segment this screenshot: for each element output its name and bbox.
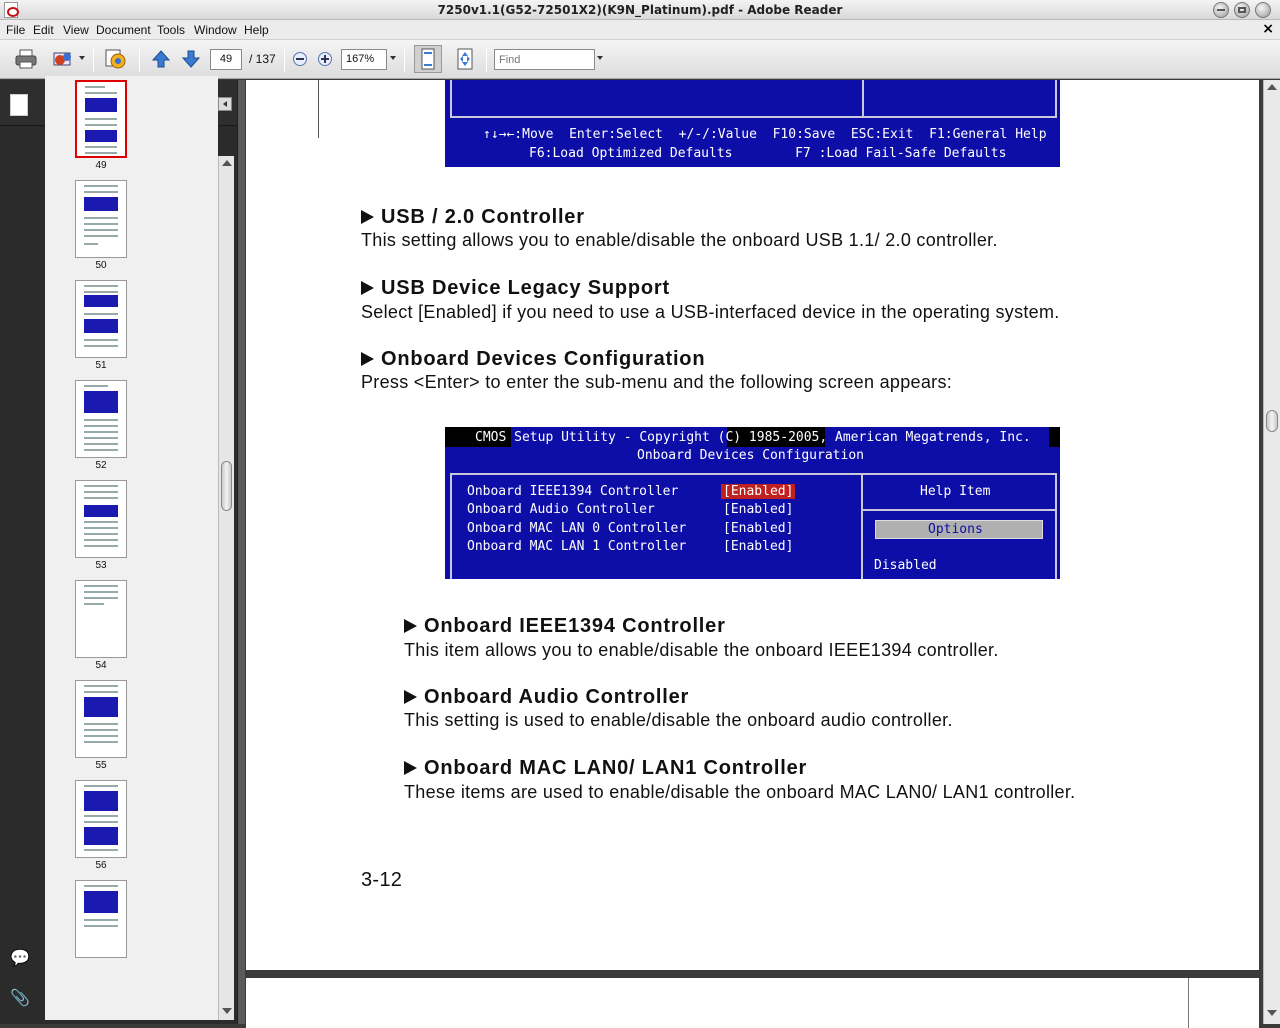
thumbnail-label: 52 <box>95 460 107 471</box>
scroll-down-arrow[interactable] <box>1267 1010 1277 1016</box>
bios-screenshot-onboard-devices <box>445 427 1060 579</box>
fit-width-button[interactable] <box>452 48 478 70</box>
thumbnail-label: 55 <box>95 760 107 771</box>
bios-item-label: Onboard Audio Controller <box>467 502 655 517</box>
bios-item-value: [Enabled] <box>723 539 794 554</box>
thumbnail-page-52[interactable] <box>75 380 127 458</box>
menu-tools[interactable]: Tools <box>157 23 186 37</box>
title-bar <box>0 0 1280 20</box>
collapse-panel-button[interactable] <box>218 97 232 111</box>
bios-item-label: Onboard IEEE1394 Controller <box>467 484 679 499</box>
toolbar-separator <box>139 48 140 72</box>
maximize-button[interactable] <box>1234 2 1250 18</box>
attachment-icon[interactable]: 📎 <box>10 988 30 1007</box>
thumbnail-label: 56 <box>95 860 107 871</box>
page-thumbnails-list <box>45 76 218 1020</box>
bios-option-value: Disabled <box>874 558 937 573</box>
bios-hotkey-line-2: F6:Load Optimized Defaults F7 :Load Fail-Safe Defaults <box>529 146 1007 161</box>
find-dropdown-arrow[interactable] <box>597 56 603 60</box>
arrow-down-icon <box>181 49 201 69</box>
thumbnails-scroll-thumb[interactable] <box>221 461 232 511</box>
thumbnail-label: 50 <box>95 260 107 271</box>
document-scrollbar[interactable] <box>1263 80 1280 1024</box>
minimize-button[interactable] <box>1213 2 1229 18</box>
menu-edit[interactable]: Edit <box>33 23 54 37</box>
triangle-bullet-icon <box>404 761 417 775</box>
page-number-footer: 3-12 <box>361 869 403 891</box>
zoom-in-icon <box>317 51 333 67</box>
globe-review-icon <box>104 48 128 70</box>
thumbnail-label: 54 <box>95 660 107 671</box>
scroll-mode-button[interactable] <box>414 45 442 73</box>
bios-title-line: CMOS Setup Utility - Copyright (C) 1985-2005, American Megatrends, Inc. <box>475 430 1031 445</box>
subsection-text: This item allows you to enable/disable the onboard IEEE1394 controller. <box>404 640 999 660</box>
triangle-bullet-icon <box>404 619 417 633</box>
arrow-up-icon <box>151 49 171 69</box>
thumbnail-page-53[interactable] <box>75 480 127 558</box>
close-document-icon[interactable]: × <box>1262 21 1274 37</box>
bios-help-title: Help Item <box>920 484 991 499</box>
menu-view[interactable]: View <box>63 23 89 37</box>
share-button[interactable] <box>50 48 76 70</box>
zoom-dropdown-arrow[interactable] <box>390 56 396 60</box>
page-margin-line <box>318 80 319 138</box>
previous-page-button[interactable] <box>150 48 172 70</box>
panel-splitter[interactable] <box>237 80 245 1024</box>
subsection-heading: Onboard MAC LAN0/ LAN1 Controller <box>404 757 807 780</box>
bios-options-label: Options <box>928 522 983 537</box>
section-heading: USB Device Legacy Support <box>361 277 670 300</box>
pdf-page <box>246 80 1259 970</box>
envelope-share-icon <box>51 49 75 69</box>
comments-icon[interactable]: 💬 <box>10 948 30 967</box>
document-view <box>245 80 1280 1024</box>
thumbnail-page-50[interactable] <box>75 180 127 258</box>
thumbnail-page-next[interactable] <box>75 880 127 958</box>
bios-item-value-selected: [Enabled] <box>723 484 794 499</box>
triangle-bullet-icon <box>404 690 417 704</box>
page-margin-line <box>1188 978 1189 1028</box>
bios-screenshot-top <box>445 80 1060 167</box>
pages-icon[interactable] <box>10 94 28 116</box>
menu-document[interactable]: Document <box>96 23 151 37</box>
toolbar-separator <box>93 48 94 72</box>
zoom-out-button[interactable] <box>291 48 309 70</box>
window-title: 7250v1.1(G52-72501X2)(K9N_Platinum).pdf - Adobe Reader <box>437 3 843 17</box>
thumbnail-label: 49 <box>95 160 107 171</box>
thumbnails-scrollbar[interactable] <box>218 156 234 1020</box>
section-text: Select [Enabled] if you need to use a USB-interfaced device in the operating system. <box>361 302 1060 322</box>
subsection-heading: Onboard IEEE1394 Controller <box>404 615 726 638</box>
thumbnail-page-56[interactable] <box>75 780 127 858</box>
pdf-next-page <box>246 978 1259 1028</box>
document-scroll-thumb[interactable] <box>1266 410 1278 432</box>
fit-page-icon <box>419 48 437 70</box>
triangle-bullet-icon <box>361 281 374 295</box>
triangle-bullet-icon <box>361 210 374 224</box>
bios-item-label: Onboard MAC LAN 0 Controller <box>467 521 687 536</box>
page-number-input[interactable]: 49 <box>210 49 242 70</box>
thumbnail-page-49[interactable] <box>75 80 127 158</box>
fit-window-icon <box>455 48 475 70</box>
zoom-in-button[interactable] <box>316 48 334 70</box>
thumbnail-page-54[interactable] <box>75 580 127 658</box>
share-dropdown-arrow[interactable] <box>79 56 85 60</box>
toolbar-separator <box>284 48 285 72</box>
menu-help[interactable]: Help <box>244 23 269 37</box>
subsection-text: This setting is used to enable/disable the onboard audio controller. <box>404 710 953 730</box>
bios-hotkey-line-1: ↑↓→←:Move Enter:Select +/-/:Value F10:Save ESC:Exit F1:General Help <box>483 127 1047 142</box>
section-heading: Onboard Devices Configuration <box>361 348 705 371</box>
toolbar-separator <box>404 48 405 72</box>
print-button[interactable] <box>14 48 38 70</box>
zoom-level-input[interactable]: 167% <box>341 49 387 70</box>
find-input[interactable] <box>494 49 595 70</box>
close-window-button[interactable] <box>1255 2 1271 18</box>
section-heading: USB / 2.0 Controller <box>361 206 585 229</box>
subsection-heading: Onboard Audio Controller <box>404 686 689 709</box>
bios-item-label: Onboard MAC LAN 1 Controller <box>467 539 687 554</box>
bios-item-value: [Enabled] <box>723 502 794 517</box>
scroll-up-arrow[interactable] <box>1267 84 1277 90</box>
menu-file[interactable]: File <box>6 23 26 37</box>
triangle-bullet-icon <box>361 352 374 366</box>
scroll-down-arrow[interactable] <box>222 1008 232 1014</box>
menu-bar <box>0 20 1280 40</box>
section-text: This setting allows you to enable/disable the onboard USB 1.1/ 2.0 controller. <box>361 230 998 250</box>
thumbnail-page-55[interactable] <box>75 680 127 758</box>
printer-icon <box>15 49 37 69</box>
thumbnail-label: 51 <box>95 360 107 371</box>
bios-subtitle: Onboard Devices Configuration <box>637 448 864 463</box>
page-total-label: / 137 <box>249 52 276 66</box>
subsection-text: These items are used to enable/disable the onboard MAC LAN0/ LAN1 controller. <box>404 782 1076 802</box>
scroll-up-arrow[interactable] <box>222 160 232 166</box>
toolbar <box>0 40 1280 79</box>
thumbnail-page-51[interactable] <box>75 280 127 358</box>
section-text: Press <Enter> to enter the sub-menu and the following screen appears: <box>361 372 953 392</box>
next-page-button[interactable] <box>180 48 202 70</box>
zoom-out-icon <box>292 51 308 67</box>
collaborate-button[interactable] <box>103 48 129 70</box>
thumbnail-label: 53 <box>95 560 107 571</box>
bios-item-value: [Enabled] <box>723 521 794 536</box>
menu-window[interactable]: Window <box>194 23 237 37</box>
toolbar-separator <box>486 48 487 72</box>
